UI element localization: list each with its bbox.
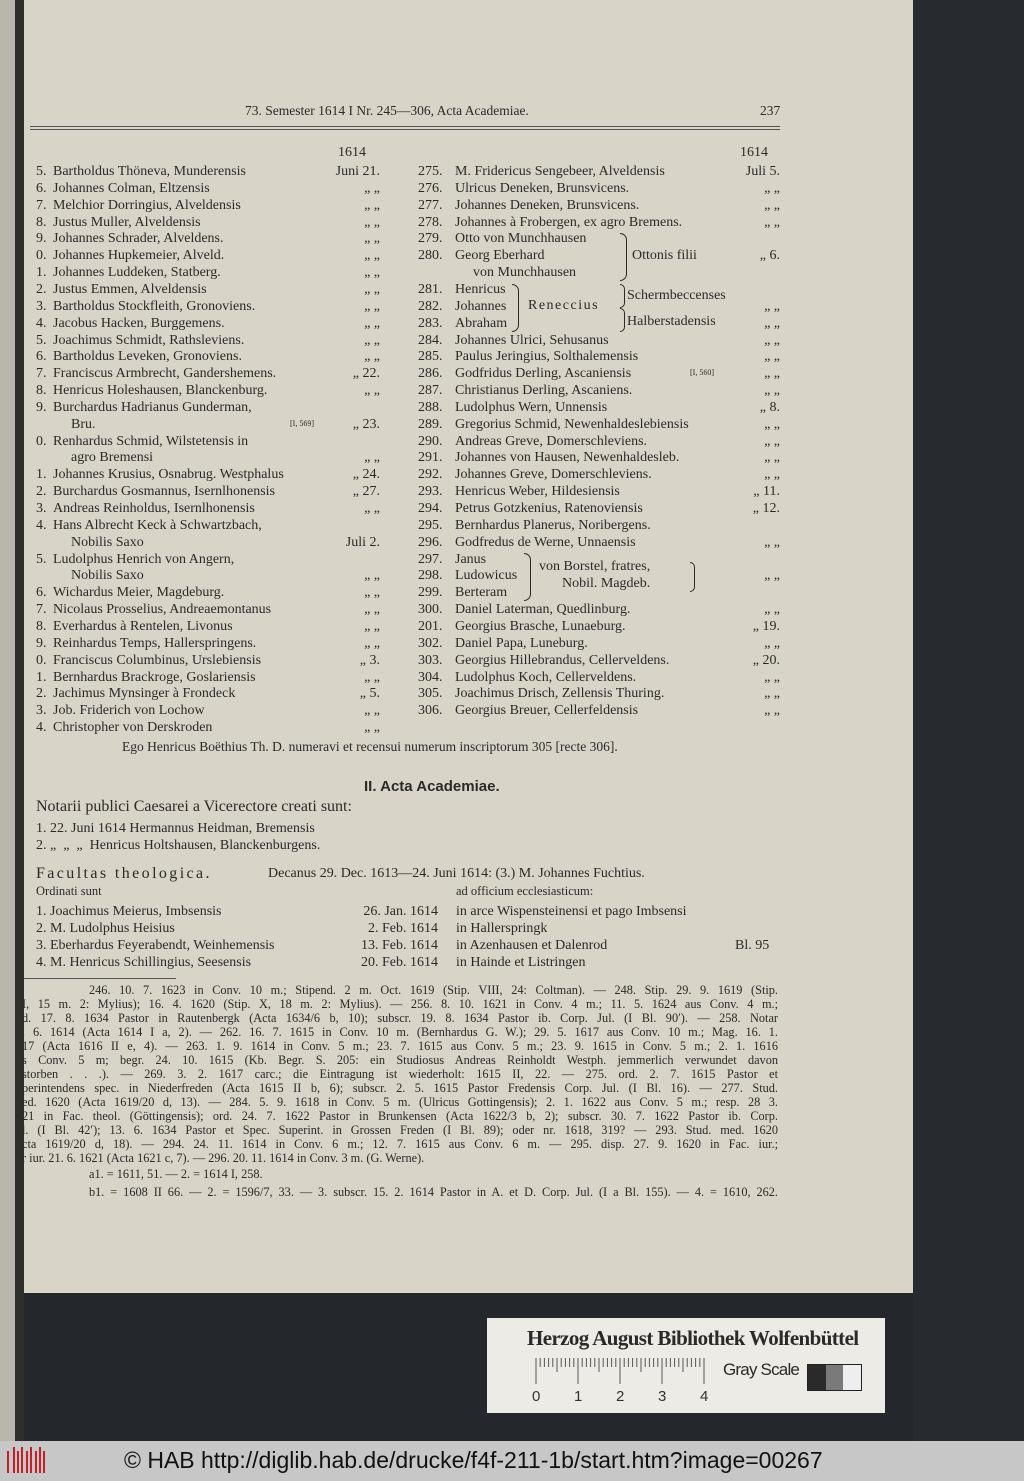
entry-date: „ „	[764, 315, 780, 331]
entry-name: Andreas Reinholdus, Isernlhonensis	[53, 501, 255, 516]
left-year: 1614	[338, 145, 366, 160]
entry-name: M. Fridericus Sengebeer, Alveldensis	[455, 164, 665, 179]
entry-date: „ „	[764, 433, 780, 449]
ordinatus-name: 4. M. Henricus Schillingius, Seesensis	[36, 955, 252, 971]
ruler-tick-label: 2	[616, 1388, 625, 1405]
entry-date: „ „	[764, 416, 780, 432]
entry-number: 298.	[418, 568, 443, 584]
entry-name: Burchardus Hadrianus Gunderman,	[53, 399, 252, 415]
entry-name: Johannes Deneken, Brunsvicens.	[455, 197, 640, 213]
entry-number: 0.	[36, 433, 47, 449]
entry-name: Joachimus Drisch, Zellensis Thuring.	[455, 686, 665, 702]
entry-number: 6.	[36, 349, 47, 365]
facultas-title: Facultas theologica.	[36, 865, 212, 882]
entry-date: „ „	[764, 450, 780, 466]
entry-number: 4.	[36, 720, 47, 736]
hab-logo-icon	[5, 1445, 47, 1477]
entry-name: Daniel Laterman, Quedlinburg.	[455, 602, 631, 618]
entry-number: 201.	[418, 618, 443, 634]
ordinatus-place: in Hallerspringk	[456, 921, 548, 937]
entry-date: Juni 21.	[335, 164, 380, 179]
scan-background	[913, 0, 1024, 1441]
bracket	[620, 284, 625, 308]
entry-number: 292.	[418, 467, 443, 483]
entry-number: 7.	[36, 602, 47, 618]
entry-name: Johannes Luddeken, Statberg.	[53, 265, 221, 281]
entry-date: „ 22.	[352, 366, 380, 382]
entry-number: 283.	[418, 315, 443, 331]
ordinatus-place: in Hainde et Listringen	[456, 955, 586, 971]
entry-date: „ 19.	[752, 618, 780, 634]
entry-number: 294.	[418, 501, 443, 516]
entry-date: „ „	[364, 214, 380, 230]
entry-number: 7.	[36, 366, 47, 382]
entry-name: Ludolphus Wern, Unnensis	[455, 399, 608, 415]
entry-name: Bartholdus Stockfleith, Gronoviens.	[53, 298, 256, 314]
entry-name: Bru.	[71, 416, 96, 432]
entry-name: Johannes Schrader, Alveldens.	[53, 231, 224, 247]
entry-number: 296.	[418, 534, 443, 550]
entry-name: Johannes Ulrici, Sehusanus	[455, 332, 609, 348]
footnote-line: ed. 1620 (Acta 1619/20 d, 13). — 284. 5. 9. 1618 in Conv. 5 m. (Ulricus Gottingensis); 2. 1. 1622 aus Conv. 5 m.; resp. 28 3.	[22, 1095, 778, 1109]
entry-name: Job. Friderich von Lochow	[53, 703, 205, 719]
entry-reference: [I, 569]	[290, 418, 314, 428]
entry-date: „ „	[764, 197, 780, 213]
ruler-icon	[535, 1356, 715, 1386]
entry-date: „ 8.	[759, 399, 780, 415]
entry-date: „ „	[364, 568, 380, 584]
ordinatus-date: 26. Jan. 1614	[363, 904, 438, 919]
running-title: 73. Semester 1614 I Nr. 245—306, Acta Academiae.	[245, 103, 529, 118]
entry-name: Georgius Breuer, Cellerfeldensis	[455, 703, 639, 719]
entry-number: 5.	[36, 551, 47, 567]
entry-number: 5.	[36, 332, 47, 348]
entry-number: 304.	[418, 669, 443, 685]
entry-number: 293.	[418, 484, 443, 500]
notarii-item: 1. 22. Juni 1614 Hermannus Heidman, Bremensis	[36, 821, 315, 836]
entry-name: Justus Emmen, Alveldensis	[53, 281, 207, 297]
entry-date: „ „	[764, 534, 780, 550]
gray-scale-label: Gray Scale	[723, 1360, 800, 1379]
ordinatus-place: in Azenhausen et Dalenrod	[456, 938, 608, 954]
entry-number: 279.	[418, 231, 443, 247]
entry-date: „ „	[364, 635, 380, 651]
footnote-line: l. (I Bl. 42′); 13. 6. 1634 Pastor et Spec. Superint. in Grossen Freden (I Bl. 89); oder nr. 1618, 319? — 293. Stud. med. 1620	[22, 1123, 778, 1137]
entry-number: 285.	[418, 349, 443, 365]
group-label-borstel: von Borstel, fratres,	[539, 559, 651, 574]
entry-name: Otto von Munchhausen	[455, 231, 587, 247]
entry-date: „ „	[364, 281, 380, 297]
entry-name: Bartholdus Leveken, Gronoviens.	[53, 349, 242, 365]
entry-name: Everhardus à Rentelen, Livonus	[53, 618, 233, 634]
entry-name: Andreas Greve, Domerschleviens.	[455, 433, 648, 449]
ordinatus-name: 3. Eberhardus Feyerabendt, Weinhemensis	[36, 938, 275, 954]
entry-date: „ 12.	[752, 501, 780, 516]
entry-number: 299.	[418, 585, 443, 601]
entry-date: „ „	[764, 180, 780, 196]
entry-date: „ „	[364, 298, 380, 314]
entry-date: „ 27.	[352, 484, 380, 500]
entry-number: 278.	[418, 214, 443, 230]
entry-date: „ 20.	[752, 652, 780, 668]
entry-number: 305.	[418, 686, 443, 702]
entry-date: „ „	[364, 315, 380, 331]
entry-number: 280.	[418, 248, 443, 264]
bracket	[524, 553, 531, 601]
entry-date: „ 5.	[359, 686, 380, 702]
book-spine	[15, 0, 24, 1441]
entry-name: Melchior Dorringius, Alveldensis	[53, 197, 241, 213]
attestation: Ego Henricus Boëthius Th. D. numeravi et recensui numerum inscriptorum 305 [recte 306].	[122, 739, 618, 754]
entry-number: 287.	[418, 383, 443, 399]
entry-name: Henricus	[455, 281, 506, 297]
footnote-line: storben . . .). — 269. 3. 2. 1617 carc.; die Eintragung ist wiederholt: 1615 II, 22. — 275. ord. 2. 7. 1615 Pastor et	[22, 1067, 778, 1081]
ordinatus-name: 2. M. Ludolphus Heisius	[36, 921, 175, 937]
entry-name: Johannes Colman, Eltzensis	[53, 180, 210, 196]
ordinatus-ref: Bl. 95	[735, 938, 770, 954]
ruler-tick-label: 4	[700, 1388, 709, 1405]
footer-bar	[0, 1441, 1024, 1481]
entry-number: 291.	[418, 450, 443, 466]
entry-number: 5.	[36, 164, 47, 179]
entry-date: „ „	[364, 197, 380, 213]
entry-date: „ „	[764, 602, 780, 618]
entry-date: „ „	[764, 635, 780, 651]
entry-number: 9.	[36, 231, 47, 247]
entry-number: 4.	[36, 517, 47, 533]
entry-number: 281.	[418, 281, 443, 297]
entry-name: Franciscus Columbinus, Urslebiensis	[53, 652, 262, 668]
ordinatus-date: 2. Feb. 1614	[368, 921, 438, 937]
entry-name: Bartholdus Thöneva, Munderensis	[53, 164, 246, 179]
entry-number: 0.	[36, 248, 47, 264]
footnote-rule	[24, 978, 176, 979]
entry-number: 282.	[418, 298, 443, 314]
entry-date: „ „	[364, 349, 380, 365]
entry-date: „ 6.	[759, 248, 780, 264]
entry-name: Johannes von Hausen, Newenhaldesleb.	[455, 450, 680, 466]
entry-name: Renhardus Schmid, Wilstetensis in	[53, 433, 249, 449]
decanus-line: Decanus 29. Dec. 1613—24. Juni 1614: (3.) M. Johannes Fuchtius.	[268, 866, 645, 881]
entry-number: 2.	[36, 281, 47, 297]
entry-name: Burchardus Gosmannus, Isernlhonensis	[53, 484, 276, 500]
entry-date: „ „	[364, 383, 380, 399]
entry-name: agro Bremensi	[71, 450, 154, 466]
entry-number: 8.	[36, 383, 47, 399]
entry-number: 295.	[418, 517, 443, 533]
card-title: Herzog August Bibliothek Wolfenbüttel	[527, 1326, 859, 1350]
entry-name: Ulricus Deneken, Brunsvicens.	[455, 180, 630, 196]
entry-name: Reinhardus Temps, Hallerspringens.	[53, 635, 257, 651]
group-label-magdeb: Nobil. Magdeb.	[562, 576, 651, 591]
entry-name: Bernhardus Brackroge, Goslariensis	[53, 669, 256, 685]
entry-date: „ 11.	[753, 484, 780, 500]
entry-date: „ „	[364, 265, 380, 281]
entry-name: Wichardus Meier, Magdeburg.	[53, 585, 225, 601]
entry-number: 7.	[36, 197, 47, 213]
previous-leaf-edge	[0, 0, 15, 1441]
notarii-item: 2. „ „ „ Henricus Holtshausen, Blanckenburgens.	[36, 838, 321, 853]
entry-number: 1.	[36, 467, 47, 483]
entry-number: 302.	[418, 635, 443, 651]
entry-number: 3.	[36, 501, 47, 516]
entry-date: „ 3.	[359, 652, 380, 668]
entry-date: „ „	[364, 618, 380, 634]
entry-date: „ „	[364, 501, 380, 516]
entry-name: Johannes Hupkemeier, Alveld.	[53, 248, 225, 264]
entry-name: Hans Albrecht Keck à Schwartzbach,	[53, 517, 262, 533]
entry-reference: [I, 560]	[690, 368, 714, 378]
entry-name: Berteram	[455, 585, 508, 601]
entry-name: Nicolaus Prosselius, Andreaemontanus	[53, 602, 272, 618]
bracket	[690, 562, 695, 592]
entry-date: „ „	[764, 332, 780, 348]
footnote-line: cta 1619/20 d, 18). — 294. 24. 11. 1614 in Conv. 6 m.; 12. 7. 1615 aus Conv. 6 m. — 295. disp. 27. 9. 1620 in Fac. iur.;	[22, 1137, 778, 1151]
entry-number: 303.	[418, 652, 443, 668]
entry-date: „ „	[764, 568, 780, 584]
footnote-line: 246. 10. 7. 1623 in Conv. 10 m.; Stipend. 2 m. Oct. 1619 (Stip. VIII, 24: Coltman). — 248. Stip. 29. 9. 1619 (Stip.	[89, 983, 778, 997]
entry-date: „ „	[364, 450, 380, 466]
entry-number: 8.	[36, 214, 47, 230]
entry-name: Ludowicus	[455, 568, 518, 584]
entry-name: Georg Eberhard	[455, 248, 545, 264]
entry-name: Franciscus Armbrecht, Gandershemens.	[53, 366, 277, 382]
entry-name: Jacobus Hacken, Burggemens.	[53, 315, 225, 331]
gray-scale-swatch	[807, 1364, 862, 1391]
entry-date: „ „	[764, 349, 780, 365]
entry-number: 4.	[36, 315, 47, 331]
entry-number: 6.	[36, 585, 47, 601]
footnote-line: r iur. 21. 6. 1621 (Acta 1621 c, 7). — 296. 20. 11. 1614 in Conv. 3 m. (G. Werne).	[22, 1151, 425, 1165]
entry-name: Ludolphus Koch, Cellerveldens.	[455, 669, 637, 685]
entry-name: Godfridus Derling, Ascaniensis	[455, 366, 632, 382]
entry-name: Ludolphus Henrich von Angern,	[53, 551, 235, 567]
footnote-line: perintendens spec. in Niederfreden (Acta 1615 II b, 6); subscr. 2. 5. 1615 Pastor Fredensis Corp. Jul. (I Bl. 16). — 277. Stud.	[22, 1081, 778, 1095]
entry-number: 8.	[36, 618, 47, 634]
gray-scale-card	[487, 1318, 885, 1413]
entry-date: „ „	[364, 248, 380, 264]
entry-number: 300.	[418, 602, 443, 618]
entry-name: Paulus Jeringius, Solthalemensis	[455, 349, 639, 365]
entry-number: 1.	[36, 669, 47, 685]
entry-date: „ „	[764, 669, 780, 685]
entry-name: Godfredus de Werne, Unnaensis	[455, 534, 636, 550]
group-label-schermbeccenses: Schermbeccenses	[627, 288, 726, 303]
footnote-line: 17 (Acta 1616 II e, 4). — 263. 1. 9. 1614 in Conv. 5 m.; 23. 7. 1615 aus Conv. 5 m.; 23. 9. 1615 in Conv. 5 m.; 2. 1. 1616	[22, 1039, 778, 1053]
footnote-b: b1. = 1608 II 66. — 2. = 1596/7, 33. — 3. subscr. 15. 2. 1614 Pastor in A. et D. Corp. Jul. (I a Bl. 155). — 4. = 1610, 262.	[89, 1185, 778, 1199]
entry-date: „ „	[364, 585, 380, 601]
entry-date: „ „	[764, 703, 780, 719]
group-label-reneccius: Reneccius	[528, 298, 600, 313]
entry-name: Bernhardus Planerus, Noribergens.	[455, 517, 651, 533]
entry-number: 0.	[36, 652, 47, 668]
entry-number: 277.	[418, 197, 443, 213]
entry-date: „ „	[764, 214, 780, 230]
entry-date: „ 23.	[352, 416, 380, 432]
right-year: 1614	[740, 145, 768, 160]
entry-number: 1.	[36, 265, 47, 281]
entry-number: 3.	[36, 703, 47, 719]
ordinati-label: Ordinati sunt	[36, 884, 102, 898]
entry-number: 288.	[418, 399, 443, 415]
entry-number: 9.	[36, 635, 47, 651]
ruler-tick-label: 0	[532, 1388, 541, 1405]
entry-date: „ „	[364, 669, 380, 685]
entry-date: „ „	[764, 686, 780, 702]
entry-name: von Munchhausen	[473, 265, 577, 281]
entry-date: „ „	[364, 231, 380, 247]
entry-name: Nobilis Saxo	[71, 534, 144, 550]
entry-date: Juli 2.	[345, 534, 380, 550]
bracket	[620, 233, 627, 281]
entry-date: „ „	[364, 332, 380, 348]
entry-date: „ „	[364, 180, 380, 196]
entry-name: Johannes Krusius, Osnabrug. Westphalus	[53, 467, 284, 483]
entry-number: 276.	[418, 180, 443, 196]
section-heading: II. Acta Academiae.	[364, 778, 500, 795]
entry-name: Nobilis Saxo	[71, 568, 144, 584]
entry-date: „ 24.	[352, 467, 380, 483]
entry-number: 297.	[418, 551, 443, 567]
entry-number: 306.	[418, 703, 443, 719]
ruler-tick-label: 3	[658, 1388, 667, 1405]
group-label-halberstadensis: Halberstadensis	[627, 314, 716, 329]
entry-number: 6.	[36, 180, 47, 196]
entry-name: Henricus Holeshausen, Blanckenburg.	[53, 383, 268, 399]
entry-number: 290.	[418, 433, 443, 449]
entry-number: 289.	[418, 416, 443, 432]
entry-date: „ „	[364, 720, 380, 736]
ordinatus-place: in arce Wispensteinensi et pago Imbsensi	[456, 904, 687, 919]
entry-name: Henricus Weber, Hildesiensis	[455, 484, 620, 500]
bracket	[620, 308, 625, 332]
entry-name: Janus	[455, 551, 487, 567]
entry-name: Petrus Gotzkenius, Ratenoviensis	[455, 501, 643, 516]
footnote-line: d. 17. 8. 1634 Pastor in Rautenbergk (Acta 1634/6 b, 10); subscr. 19. 8. 1634 Pastor ib. Corp. Jul. (I Bl. 90′). — 258. Notar	[22, 1011, 778, 1025]
entry-date: „ „	[364, 602, 380, 618]
footnote-a: a1. = 1611, 51. — 2. = 1614 I, 258.	[89, 1167, 263, 1181]
entry-name: Georgius Brasche, Lunaeburg.	[455, 618, 626, 634]
footnote-line: 21 in Fac. theol. (Göttingensis); ord. 24. 7. 1622 Pastor in Brunkensen (Acta 1622/3 b, 2); subscr. 30. 7. 1622 Pastor ib. Corp.	[22, 1109, 778, 1123]
entry-date: „ „	[764, 383, 780, 399]
entry-name: Christianus Derling, Ascaniens.	[455, 383, 633, 399]
ordinatus-date: 20. Feb. 1614	[361, 955, 438, 971]
entry-number: 275.	[418, 164, 443, 179]
entry-name: Johannes	[455, 298, 507, 314]
ruler-tick-label: 1	[574, 1388, 583, 1405]
group-label-ottonis: Ottonis filii	[632, 248, 697, 263]
officium-label: ad officium ecclesiasticum:	[456, 884, 594, 898]
entry-number: 3.	[36, 298, 47, 314]
bracket	[512, 284, 519, 332]
header-rule	[30, 126, 780, 130]
entry-name: Joachimus Schmidt, Rathsleviens.	[53, 332, 245, 348]
entry-number: 9.	[36, 399, 47, 415]
entry-name: Justus Muller, Alveldensis	[53, 214, 201, 230]
entry-number: 286.	[418, 366, 443, 382]
footnote-line: I, 15 m. 2: Mylius); 16. 4. 1620 (Stip. X, 18 m. 2: Mylius). — 256. 8. 10. 1621 in Conv. 4 m.; 11. 5. 1624 aus Conv. 4 m.;	[22, 997, 778, 1011]
footnote-line: s Conv. 5 m; begr. 24. 10. 1615 (Kb. Begr. S. 205: ein Studiosus Andreas Reinholdt Westph. jemmerlich verwundet davon	[22, 1053, 778, 1067]
entry-number: 2.	[36, 686, 47, 702]
entry-name: Johannes Greve, Domerschleviens.	[455, 467, 652, 483]
footnote-line: . 6. 1614 (Acta 1614 I a, 2). — 262. 16. 7. 1615 in Conv. 10 m. (Bernhardus G. W.); 29. 5. 1617 aus Conv. 10 m.; Mag. 16. 1.	[22, 1025, 778, 1039]
entry-name: Gregorius Schmid, Newenhaldeslebiensis	[455, 416, 689, 432]
entry-date: „ „	[764, 366, 780, 382]
ordinatus-date: 13. Feb. 1614	[361, 938, 438, 954]
entry-date: Juli 5.	[745, 164, 780, 179]
copyright-url[interactable]: © HAB http://diglib.hab.de/drucke/f4f-211-1b/start.htm?image=00267	[124, 1447, 823, 1473]
entry-name: Christopher von Derskroden	[53, 720, 213, 736]
entry-date: „ „	[364, 703, 380, 719]
ordinatus-name: 1. Joachimus Meierus, Imbsensis	[36, 904, 222, 919]
notarii-heading: Notarii publici Caesarei a Vicerectore creati sunt:	[36, 798, 352, 815]
entry-name: Jachimus Mynsinger à Frondeck	[53, 686, 236, 702]
entry-name: Johannes à Frobergen, ex agro Bremens.	[455, 214, 683, 230]
entry-name: Daniel Papa, Luneburg.	[455, 635, 588, 651]
entry-number: 2.	[36, 484, 47, 500]
entry-name: Abraham	[455, 315, 508, 331]
entry-name: Georgius Hillebrandus, Cellerveldens.	[455, 652, 670, 668]
entry-date: „ „	[764, 298, 780, 314]
entry-date: „ „	[764, 467, 780, 483]
page-number: 237	[760, 103, 781, 118]
entry-number: 284.	[418, 332, 443, 348]
